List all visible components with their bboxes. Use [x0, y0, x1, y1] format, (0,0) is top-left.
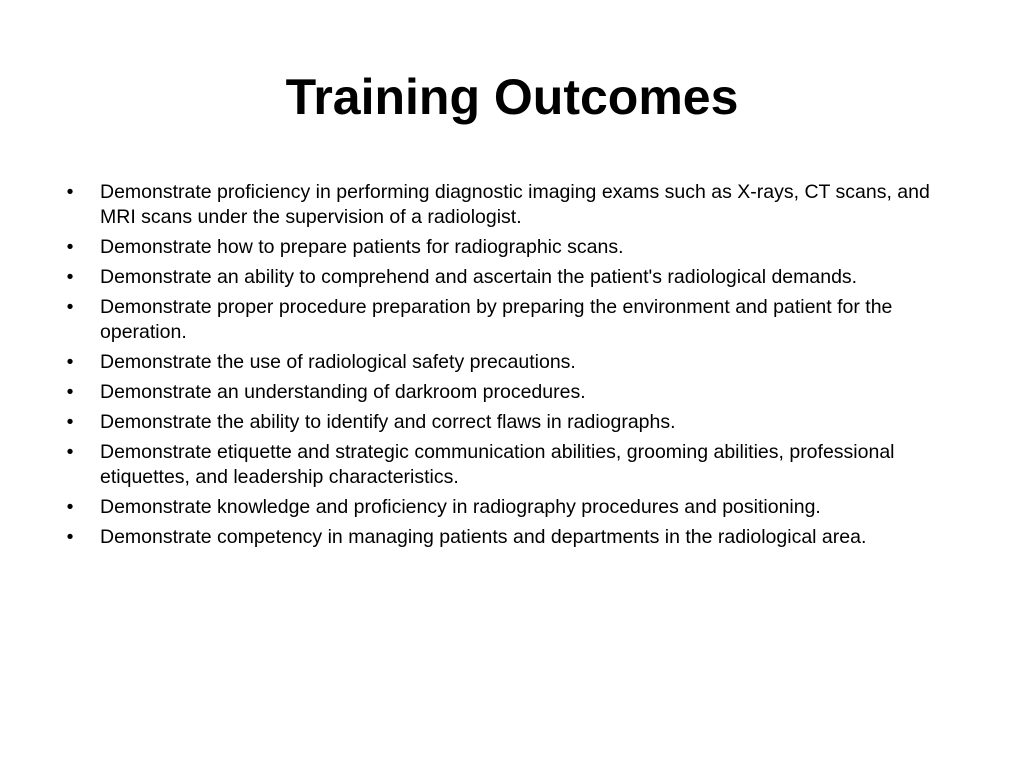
bullet-text: Demonstrate competency in managing patients and departments in the radiological area.	[100, 526, 867, 548]
bullet-text: Demonstrate proper procedure preparation by preparing the environment and patient for the operation.	[100, 296, 893, 343]
bullet-item	[60, 495, 960, 520]
bullet-item	[60, 525, 960, 550]
bullet-icon: •	[66, 496, 74, 518]
bullet-item	[60, 380, 960, 405]
bullet-text: Demonstrate knowledge and proficiency in radiography procedures and positioning.	[100, 496, 821, 518]
bullet-text: Demonstrate etiquette and strategic communication abilities, grooming abilities, professional etiquettes, and leadership characteristics.	[100, 441, 895, 488]
bullet-text: Demonstrate how to prepare patients for radiographic scans.	[100, 236, 624, 258]
bullet-icon: •	[66, 181, 74, 203]
bullet-icon: •	[66, 236, 74, 258]
bullet-item	[60, 350, 960, 375]
bullet-icon: •	[66, 351, 74, 373]
bullet-item	[60, 235, 960, 260]
bullet-icon: •	[66, 266, 74, 288]
bullet-icon: •	[66, 296, 74, 318]
bullet-text: Demonstrate an ability to comprehend and ascertain the patient's radiological demands.	[100, 266, 858, 288]
bullet-icon: •	[66, 381, 74, 403]
bullet-icon: •	[66, 526, 74, 548]
bullet-item	[60, 410, 960, 435]
slide-title: Training Outcomes	[285, 69, 739, 125]
bullet-text: Demonstrate proficiency in performing diagnostic imaging exams such as X-rays, CT scans, and MRI scans under the supervision of a radiologist.	[100, 181, 930, 228]
bullet-icon: •	[66, 411, 74, 433]
bullet-item	[60, 265, 960, 290]
bullet-text: Demonstrate the use of radiological safety precautions.	[100, 351, 576, 373]
bullet-text: Demonstrate the ability to identify and correct flaws in radiographs.	[100, 411, 676, 433]
bullet-icon: •	[66, 441, 74, 463]
bullet-item	[60, 180, 960, 230]
bullet-item	[60, 440, 960, 490]
bullet-text: Demonstrate an understanding of darkroom procedures.	[100, 381, 586, 403]
bullet-list	[60, 180, 960, 555]
bullet-item	[60, 295, 960, 345]
